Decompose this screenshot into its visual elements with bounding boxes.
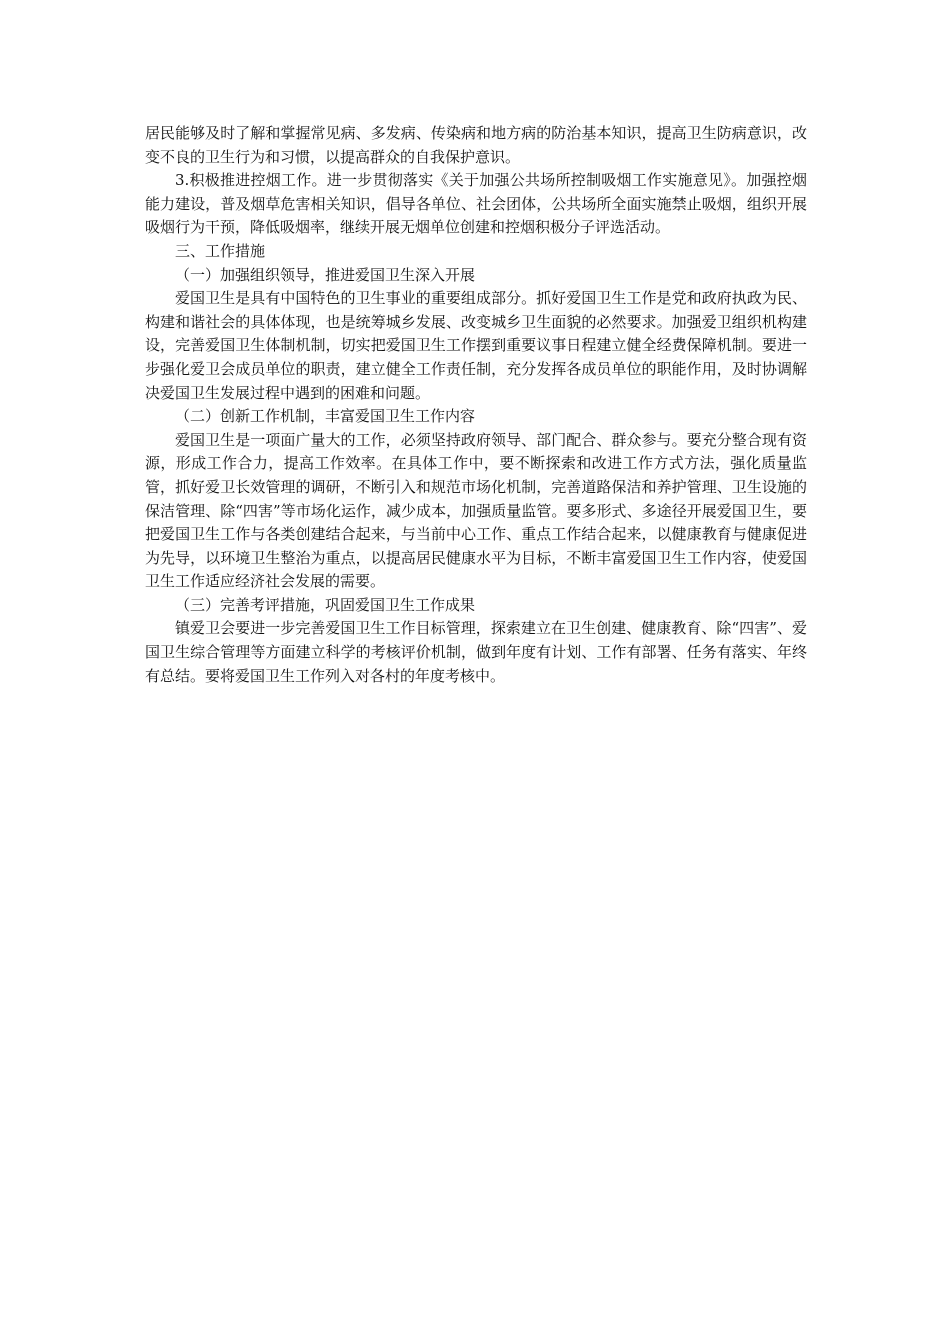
paragraph-evaluation: 镇爱卫会要进一步完善爱国卫生工作目标管理，探索建立在卫生创建、健康教育、除“四害”、爱国卫生综合管理等方面建立科学的考核评价机制，做到年度有计划、工作有部署、任务有落实、年终有总结。要将爱国卫生工作列入对各村的年度考核中。	[145, 619, 807, 685]
paragraph-continuation: 居民能够及时了解和掌握常见病、多发病、传染病和地方病的防治基本知识，提高卫生防病意识，改变不良的卫生行为和习惯，以提高群众的自我保护意识。	[145, 124, 807, 166]
paragraph-organization: 爱国卫生是具有中国特色的卫生事业的重要组成部分。抓好爱国卫生工作是党和政府执政为民、构建和谐社会的具体体现，也是统筹城乡发展、改变城乡卫生面貌的必然要求。加强爱卫组织机构建设，完善爱国卫生体制机制，切实把爱国卫生工作摆到重要议事日程建立健全经费保障机制。要进一步强化爱卫会成员单位的职责，建立健全工作责任制，充分发挥各成员单位的职能作用，及时协调解决爱国卫生发展过程中遇到的困难和问题。	[145, 289, 807, 402]
paragraph-mechanism: 爱国卫生是一项面广量大的工作，必须坚持政府领导、部门配合、群众参与。要充分整合现有资源，形成工作合力，提高工作效率。在具体工作中，要不断探索和改进工作方式方法，强化质量监管，抓好爱卫长效管理的调研，不断引入和规范市场化机制，完善道路保洁和养护管理、卫生设施的保洁管理、除“四害”等市场化运作，减少成本，加强质量监管。要多形式、多途径开展爱国卫生，要把爱国卫生工作与各类创建结合起来，与当前中心工作、重点工作结合起来，以健康教育与健康促进为先导，以环境卫生整治为重点，以提高居民健康水平为目标，不断丰富爱国卫生工作内容，使爱国卫生工作适应经济社会发展的需要。	[145, 430, 807, 591]
subheading-organization: （一）加强组织领导，推进爱国卫生深入开展	[175, 265, 476, 284]
document-body	[145, 122, 807, 688]
section-heading-measures: 三、工作措施	[175, 241, 266, 260]
subheading-evaluation: （三）完善考评措施，巩固爱国卫生工作成果	[175, 595, 476, 614]
subheading-mechanism: （二）创新工作机制，丰富爱国卫生工作内容	[175, 407, 476, 426]
paragraph-tobacco-control: 3.积极推进控烟工作。进一步贯彻落实《关于加强公共场所控制吸烟工作实施意见》。加强控烟能力建设，普及烟草危害相关知识，倡导各单位、社会团体，公共场所全面实施禁止吸烟，组织开展吸烟行为干预，降低吸烟率，继续开展无烟单位创建和控烟积极分子评选活动。	[145, 171, 807, 237]
